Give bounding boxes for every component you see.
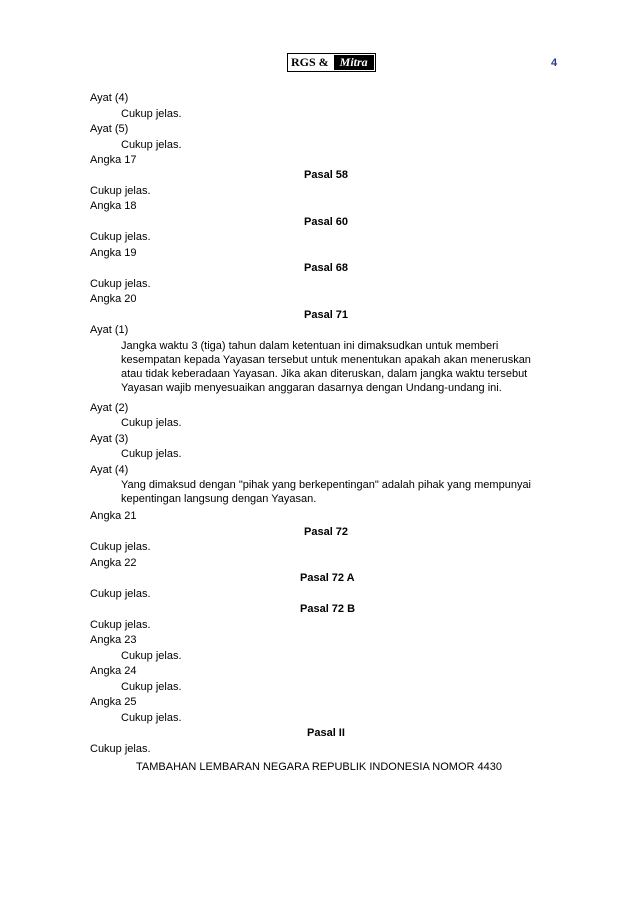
explanation-paragraph: Yang dimaksud dengan "pihak yang berkepentingan" adalah pihak yang mempunyai kepentingan langsung dengan Yayasan. bbox=[121, 479, 532, 505]
number-label: Angka 19 bbox=[90, 247, 137, 259]
subsection-label: Ayat (3) bbox=[90, 433, 129, 445]
logo-left-text: RGS & bbox=[288, 54, 333, 71]
article-heading: Pasal 58 bbox=[304, 169, 349, 181]
explanation-text: Cukup jelas. bbox=[121, 448, 182, 460]
explanation-text: Cukup jelas. bbox=[121, 681, 182, 693]
explanation-text: Cukup jelas. bbox=[121, 417, 182, 429]
number-label: Angka 21 bbox=[90, 510, 137, 522]
subsection-label: Ayat (5) bbox=[90, 123, 129, 135]
article-heading: Pasal 60 bbox=[304, 216, 349, 228]
subsection-label: Ayat (1) bbox=[90, 324, 129, 336]
explanation-text: Cukup jelas. bbox=[90, 619, 151, 631]
article-heading: Pasal 71 bbox=[304, 309, 349, 321]
explanation-text: Cukup jelas. bbox=[90, 541, 151, 553]
explanation-text: Cukup jelas. bbox=[90, 185, 151, 197]
explanation-text: Cukup jelas. bbox=[121, 139, 182, 151]
explanation-paragraph: Jangka waktu 3 (tiga) tahun dalam ketentuan ini dimaksudkan untuk memberi kesempatan kepada Yayasan tersebut untuk menentukan apakah akan meneruskan atau tidak keberadaan Yayasan. Jika akan diteruskan, dalam jangka waktu tersebut Yayasan wajib menyesuaikan anggaran dasarnya dengan Undang-undang ini. bbox=[121, 340, 531, 394]
explanation-text: Cukup jelas. bbox=[90, 743, 151, 755]
page-number: 4 bbox=[551, 57, 558, 69]
subsection-label: Ayat (4) bbox=[90, 92, 129, 104]
number-label: Angka 23 bbox=[90, 634, 137, 646]
article-heading: Pasal 72 B bbox=[300, 603, 356, 615]
number-label: Angka 18 bbox=[90, 200, 137, 212]
explanation-text: Cukup jelas. bbox=[121, 650, 182, 662]
subsection-label: Ayat (4) bbox=[90, 464, 129, 476]
explanation-text: Cukup jelas. bbox=[121, 108, 182, 120]
explanation-text: Cukup jelas. bbox=[90, 588, 151, 600]
explanation-text: Cukup jelas. bbox=[121, 712, 182, 724]
number-label: Angka 20 bbox=[90, 293, 137, 305]
article-heading: Pasal II bbox=[307, 727, 345, 739]
article-heading: Pasal 68 bbox=[304, 262, 349, 274]
page-footer: TAMBAHAN LEMBARAN NEGARA REPUBLIK INDONESIA NOMOR 4430 bbox=[136, 761, 502, 773]
number-label: Angka 24 bbox=[90, 665, 137, 677]
explanation-text: Cukup jelas. bbox=[90, 231, 151, 243]
rgs-mitra-logo bbox=[287, 53, 376, 72]
number-label: Angka 25 bbox=[90, 696, 137, 708]
article-heading: Pasal 72 bbox=[304, 526, 349, 538]
subsection-label: Ayat (2) bbox=[90, 402, 129, 414]
article-heading: Pasal 72 A bbox=[300, 572, 355, 584]
number-label: Angka 22 bbox=[90, 557, 137, 569]
number-label: Angka 17 bbox=[90, 154, 137, 166]
logo-right-text: Mitra bbox=[334, 55, 374, 70]
explanation-text: Cukup jelas. bbox=[90, 278, 151, 290]
